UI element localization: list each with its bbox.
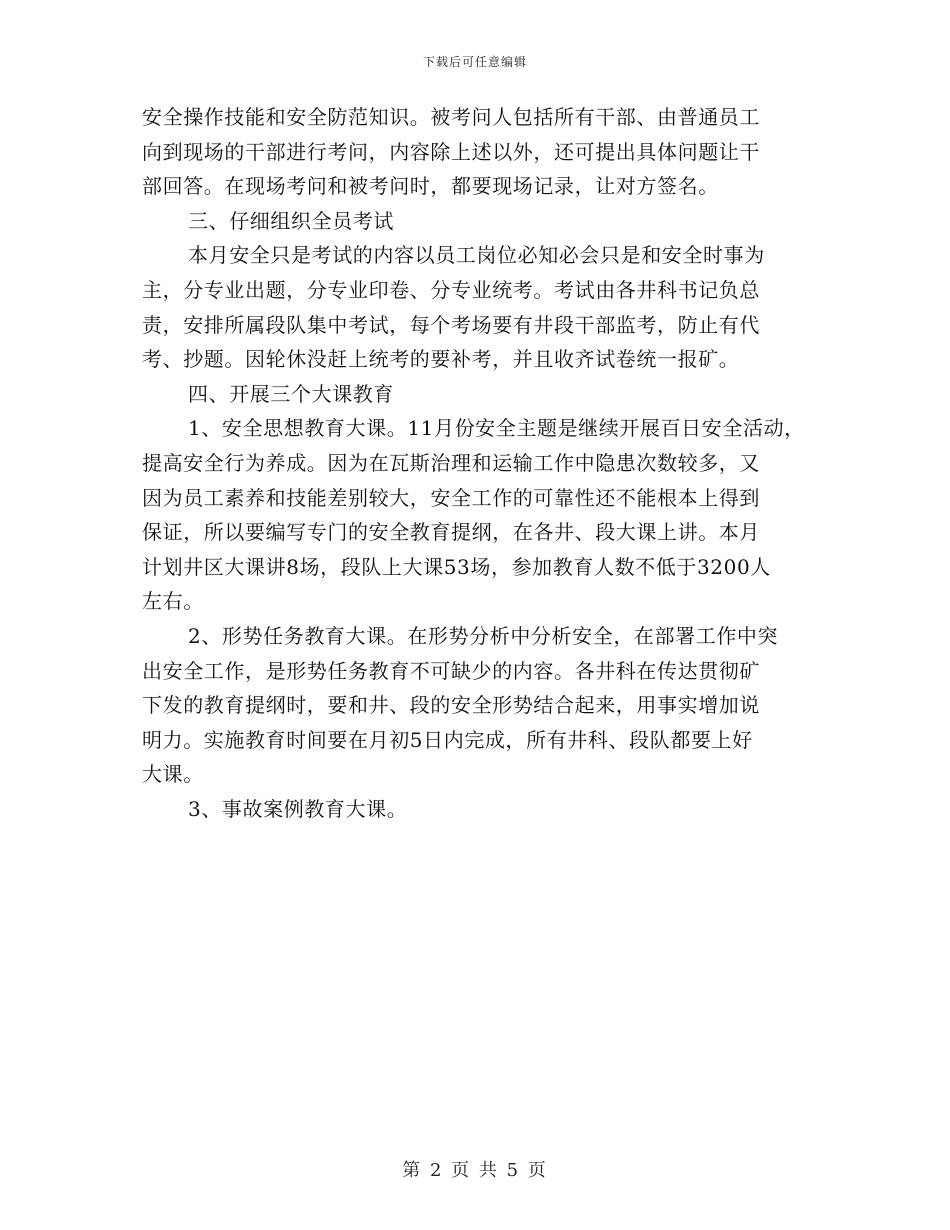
body-line: 明力。实施教育时间要在月初5日内完成，所有井科、段队都要上好 [142, 727, 753, 752]
body-line: 部回答。在现场考问和被考问时，都要现场记录，让对方签名。 [142, 174, 719, 199]
body-line: 计划井区大课讲8场，段队上大课53场，参加教育人数不低于3200人 [142, 554, 771, 579]
paragraph-start: 2、形势任务教育大课。在形势分析中分析安全，在部署工作中突 [188, 623, 779, 648]
body-line: 提高安全行为养成。因为在瓦斯治理和运输工作中隐患次数较多，又 [142, 450, 760, 475]
body-line: 保证，所以要编写专门的安全教育提纲，在各井、段大课上讲。本月 [142, 520, 760, 545]
body-line: 安全操作技能和安全防范知识。被考问人包括所有干部、由普通员工 [142, 105, 760, 129]
page-number: 第 2 页 共 5 页 [402, 1160, 548, 1181]
section-heading: 四、开展三个大课教育 [188, 381, 394, 406]
body-line: 考、抄题。因轮休没赶上统考的要补考，并且收齐试卷统一报矿。 [142, 347, 740, 372]
document-body [142, 100, 822, 826]
paragraph-start: 1、安全思想教育大课。11月份安全主题是继续开展百日安全活动， [188, 416, 805, 441]
page-header: 下载后可任意编辑 [422, 55, 527, 69]
body-line: 下发的教育提纲时，要和井、段的安全形势结合起来，用事实增加说 [142, 693, 760, 718]
body-line: 主，分专业出题，分专业印卷、分专业统考。考试由各井科书记负总 [142, 277, 760, 302]
body-line: 责，安排所属段队集中考试，每个考场要有井段干部监考，防止有代 [142, 312, 760, 337]
paragraph-start: 3、事故案例教育大课。 [188, 796, 408, 821]
body-line: 大课。 [142, 762, 204, 787]
section-heading: 三、仔细组织全员考试 [188, 208, 394, 233]
paragraph-start: 本月安全只是考试的内容以员工岗位必知必会只是和安全时事为 [188, 243, 765, 268]
body-line: 左右。 [142, 589, 204, 614]
body-line: 因为员工素养和技能差别较大，安全工作的可靠性还不能根本上得到 [142, 485, 760, 510]
body-line: 向到现场的干部进行考问，内容除上述以外，还可提出具体问题让干 [142, 139, 760, 164]
body-line: 出安全工作，是形势任务教育不可缺少的内容。各井科在传达贯彻矿 [142, 658, 760, 683]
